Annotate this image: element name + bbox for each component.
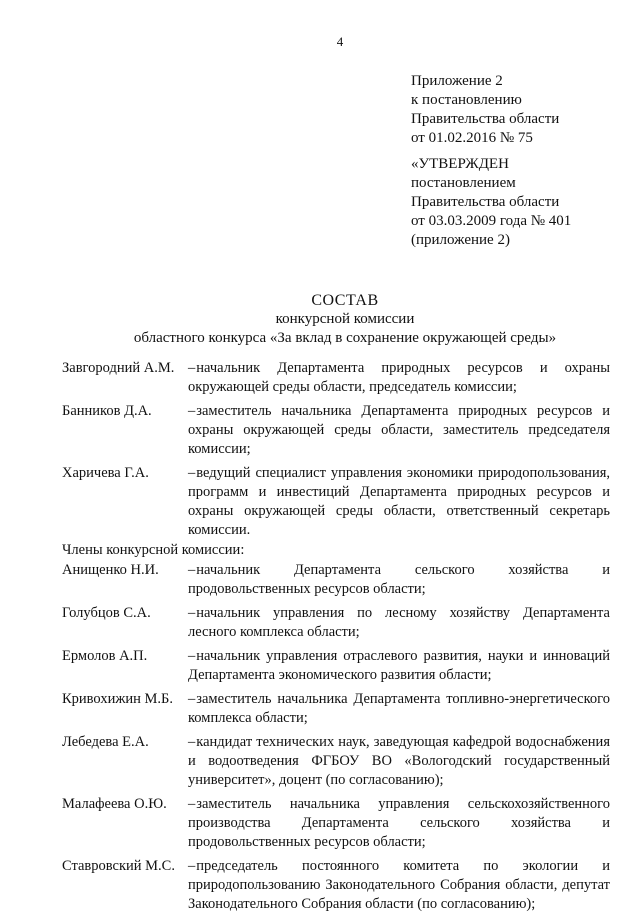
member-role: –кандидат технических наук, заведующая кафедрой водоснабжения и водоотведения ФГБОУ ВО «Вологодский государственный университет», доцент (по согласованию);: [188, 734, 610, 788]
document-subtitle: конкурсной комиссии: [275, 311, 415, 327]
approval-line: «УТВЕРЖДЕН: [411, 156, 509, 172]
approval-stamp: [411, 155, 571, 250]
members-section-label: Члены конкурсной комиссии:: [62, 542, 245, 558]
member-role: –председатель постоянного комитета по экологии и природопользованию Законодательного Собрания области, депутат Законодательного Собрания области (по согласованию);: [188, 858, 610, 912]
member-name: Ермолов А.П.: [62, 648, 148, 664]
member-row: [62, 733, 610, 790]
appendix-line: Правительства области: [411, 111, 560, 127]
member-row: [62, 857, 610, 914]
page-number: 4: [336, 34, 344, 49]
member-row: [62, 464, 610, 540]
member-name: Банников Д.А.: [62, 403, 152, 419]
member-role: –начальник Департамента сельского хозяйства и продовольственных ресурсов области;: [188, 562, 610, 597]
appendix-line: к постановлению: [411, 92, 522, 108]
member-role: –начальник управления отраслевого развития, науки и инноваций Департамента экономического развития области;: [188, 648, 610, 683]
member-role: –начальник Департамента природных ресурсов и охраны окружающей среды области, председатель комиссии;: [188, 360, 610, 395]
member-role: –заместитель начальника Департамента топливно-энергетического комплекса области;: [188, 691, 610, 726]
member-name: Лебедева Е.А.: [62, 734, 149, 750]
member-role: –заместитель начальника Департамента природных ресурсов и охраны окружающей среды области, заместитель председателя комиссии;: [188, 403, 610, 457]
member-role: –начальник управления по лесному хозяйству Департамента лесного комплекса области;: [188, 605, 610, 640]
approval-line: от 03.03.2009 года № 401: [411, 213, 572, 229]
approval-line: Правительства области: [411, 194, 560, 210]
member-name: Завгородний А.М.: [62, 360, 175, 376]
appendix-line: Приложение 2: [411, 73, 503, 89]
member-name: Малафеева О.Ю.: [62, 796, 167, 812]
approval-line: постановлением: [411, 175, 516, 191]
appendix-reference: [411, 72, 559, 148]
approval-line: (приложение 2): [411, 232, 510, 248]
member-row: [62, 647, 610, 685]
member-row: [62, 690, 610, 728]
commission-list: [62, 359, 610, 919]
member-row: [62, 604, 610, 642]
member-row: [62, 402, 610, 459]
member-role: –ведущий специалист управления экономики природопользования, программ и инвестиций Департамента природных ресурсов и охраны окружающей среды области, ответственный секретарь комиссии.: [188, 465, 610, 538]
member-name: Голубцов С.А.: [62, 605, 151, 621]
member-name: Ставровский М.С.: [62, 858, 175, 874]
member-row: [62, 561, 610, 599]
document-subtitle-contest: областного конкурса «За вклад в сохранение окружающей среды»: [133, 330, 557, 346]
member-role: –заместитель начальника управления сельскохозяйственного производства Департамента сельского хозяйства и продовольственных ресурсов области;: [188, 796, 610, 850]
member-name: Кривохижин М.Б.: [62, 691, 173, 707]
member-row: [62, 795, 610, 852]
member-row: [62, 359, 610, 397]
member-name: Анищенко Н.И.: [62, 562, 159, 578]
document-title: СОСТАВ: [311, 292, 379, 309]
appendix-line: от 01.02.2016 № 75: [411, 130, 533, 146]
member-name: Харичева Г.А.: [62, 465, 149, 481]
